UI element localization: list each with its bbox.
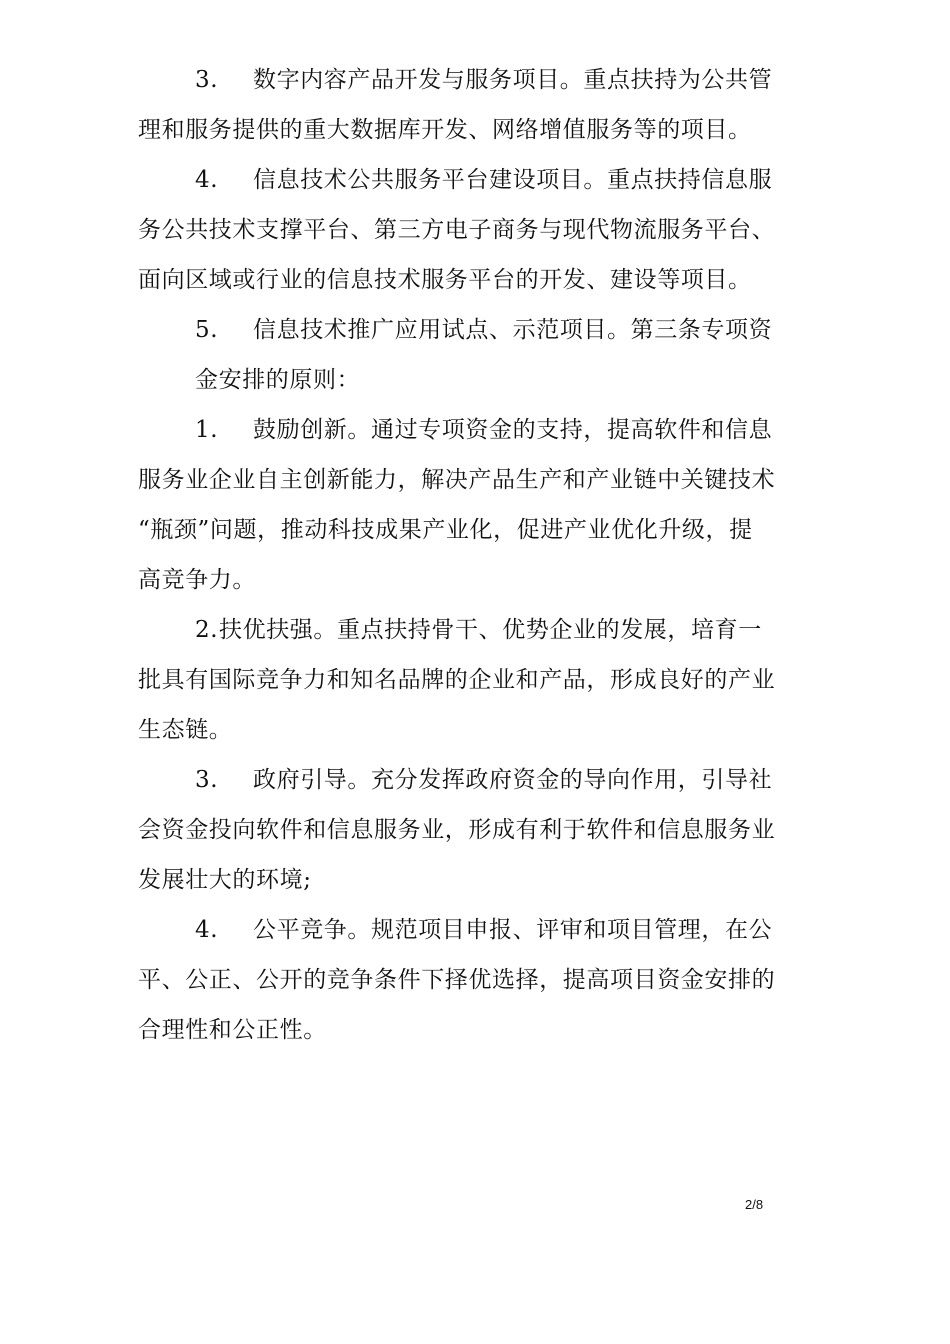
text-line (195, 65, 885, 95)
text-line (195, 165, 885, 195)
line-text: 面向区域或行业的信息技术服务平台的开发、建设等项目。 (138, 267, 752, 293)
text-line (138, 865, 828, 895)
list-number: 3. (195, 67, 219, 93)
line-text: 公平竞争。规范项目申报、评审和项目管理，在公 (253, 917, 773, 943)
line-text: 数字内容产品开发与服务项目。重点扶持为公共管 (253, 67, 773, 93)
text-line (195, 315, 885, 345)
line-text: 金安排的原则： (195, 367, 361, 393)
list-number: 5. (195, 317, 219, 343)
text-line (195, 915, 885, 945)
line-text: 务公共技术支撑平台、第三方电子商务与现代物流服务平台、 (138, 217, 776, 243)
text-line (195, 365, 885, 395)
line-text: 政府引导。充分发挥政府资金的导向作用，引导社 (253, 767, 773, 793)
line-text: 理和服务提供的重大数据库开发、网络增值服务等的项目。 (138, 117, 752, 143)
line-text: 会资金投向软件和信息服务业，形成有利于软件和信息服务业 (138, 817, 776, 843)
text-line (138, 715, 828, 745)
text-line (138, 965, 828, 995)
line-text: 信息技术公共服务平台建设项目。重点扶持信息服 (253, 167, 773, 193)
line-text: 平、公正、公开的竞争条件下择优选择，提高项目资金安排的 (138, 967, 776, 993)
line-text: 扶优扶强。重点扶持骨干、优势企业的发展，培育一 (219, 617, 762, 643)
text-line (138, 115, 828, 145)
line-text: 高竞争力。 (138, 567, 256, 593)
text-line (138, 565, 828, 595)
text-line (138, 1015, 828, 1045)
text-line (138, 215, 828, 245)
text-line (195, 765, 885, 795)
list-number: 1. (195, 417, 219, 443)
line-text: 发展壮大的环境; (138, 867, 312, 893)
line-text: 合理性和公正性。 (138, 1017, 327, 1043)
list-number: 3. (195, 767, 219, 793)
text-line (138, 515, 828, 545)
line-text: 批具有国际竞争力和知名品牌的企业和产品，形成良好的产业 (138, 667, 776, 693)
list-number: 4. (195, 167, 219, 193)
text-line (138, 465, 828, 495)
list-number: 2. (195, 617, 219, 643)
text-line (138, 815, 828, 845)
page-number: 2/8 (745, 1197, 764, 1212)
list-number: 4. (195, 917, 219, 943)
line-text: 信息技术推广应用试点、示范项目。第三条专项资 (253, 317, 773, 343)
text-line (195, 615, 885, 645)
line-text: 鼓励创新。通过专项资金的支持，提高软件和信息 (253, 417, 773, 443)
line-text: “瓶颈”问题，推动科技成果产业化，促进产业优化升级，提 (138, 517, 753, 543)
line-text: 生态链。 (138, 717, 233, 743)
text-line (195, 415, 885, 445)
text-line (138, 665, 828, 695)
line-text: 服务业企业自主创新能力，解决产品生产和产业链中关键技术 (138, 467, 776, 493)
text-line (138, 265, 828, 295)
